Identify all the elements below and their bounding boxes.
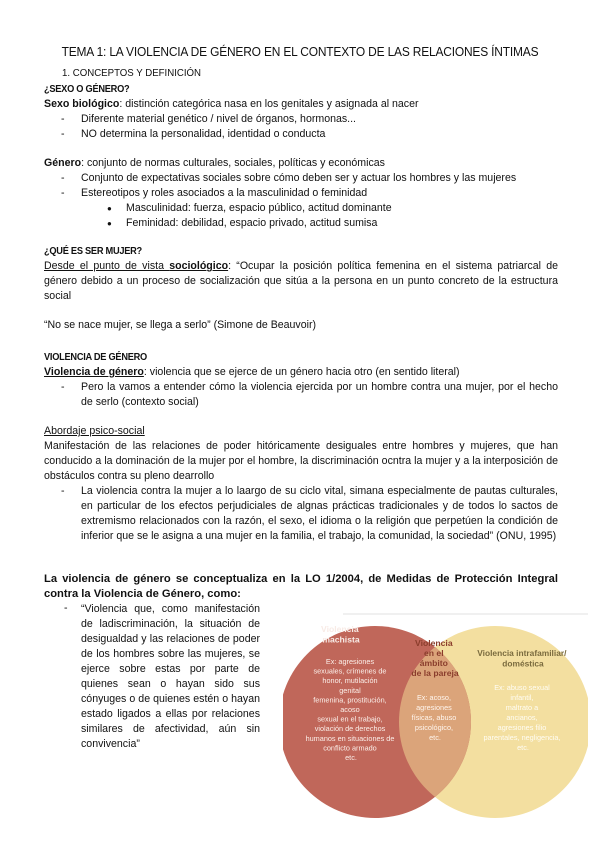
violencia-term: Violencia de género — [44, 366, 144, 378]
violencia-definition — [44, 365, 558, 380]
middle-title: Violencia en el ámbito de la pareja — [411, 638, 459, 678]
mujer-lead-text: : “Ocupar la posición política femenina en el sistema patriarcal de género debido a un proceso de socialización que sitúa a la persona en un punto concreto de la estructura social — [44, 260, 558, 302]
right-title: Violencia intrafamiliar/ doméstica — [477, 648, 567, 669]
list-item: - Pero la vamos a entender cómo la violencia ejercida por un hombre contra una mujer, por el hecho de serlo (contexto social) — [44, 380, 558, 410]
sexo-genero-section — [44, 82, 558, 231]
beauvoir-quote: “No se nace mujer, se llega a serlo” (Simone de Beauvoir) — [44, 319, 317, 331]
violencia-section — [44, 350, 558, 544]
sexo-biologico-line — [44, 97, 558, 112]
violencia-def: : violencia que se ejerce de un género hacia otro (en sentido literal) — [143, 366, 460, 378]
list-item: ● Feminidad: debilidad, espacio privado, actitud sumisa — [44, 216, 558, 231]
page-title: TEMA 1: LA VIOLENCIA DE GÉNERO EN EL CONTEXTO DE LAS RELACIONES ÍNTIMAS — [61, 44, 539, 59]
sexo-biologico-list — [44, 112, 558, 142]
sexo-heading: ¿SEXO O GÉNERO? — [44, 83, 130, 95]
genero-bullets — [44, 201, 558, 231]
mujer-heading: ¿QUÉ ES SER MUJER? — [44, 245, 142, 257]
genero-def: : conjunto de normas culturales, sociales, políticas y económicas — [81, 157, 385, 169]
middle-body: Ex: acoso, agresiones físicas, abuso psicológico, etc. — [411, 693, 457, 742]
violence-venn-diagram — [283, 610, 588, 835]
abordaje-text: Manifestación de las relaciones de poder hitóricamente desiguales entre hombres y mujeres, que han conducido a la dominación de la mujer por el hombre, la discriminación ocntra la mujer y a la interposición de obstáculos contra su pleno dearrollo — [44, 440, 558, 482]
list-item: ● Masculinidad: fuerza, espacio público, actitud dominante — [44, 201, 558, 216]
list-item: - Estereotipos y roles asociados a la masculinidad o feminidad — [44, 186, 558, 201]
section-heading: 1. CONCEPTOS Y DEFINICIÓN — [62, 67, 202, 79]
right-body: Ex: abuso sexual infantil, maltrato a ancianos, agresiones filio parentales, negligencia, etc. — [483, 683, 561, 752]
sexo-biologico-def: : distinción categórica nasa en los genitales y asignada al nacer — [119, 98, 419, 110]
list-item: - La violencia contra la mujer a lo laargo de su ciclo vital, simana especialmente de pautas culturales, en particular de los efectos perjudiciales de algnas prácticas tradicionales y de todos lo sactos de extremismo relacionados con la razón, el sexo, el idioma o la religión que perpetúen la condición de inferior que se le asigna a una mujer en la familia, el trabajo, la comunidad, la sociedad” (ONU, 1995) — [44, 484, 558, 544]
list-item: - Conjunto de expectativas sociales sobre cómo deben ser y actuar los hombres y las mujeres — [44, 171, 558, 186]
law-paragraph: La violencia de género se conceptualiza en la LO 1/2004, de Medidas de Protección Integral contra la Violencia de Género, como: — [44, 573, 558, 600]
genero-list — [44, 171, 558, 201]
ser-mujer-section — [44, 244, 558, 333]
left-body: Ex: agresiones sexuales, crímenes de honor, mutilación genital femenina, prostitución, acoso sexual en el trabajo, violación de derechos humanos en situaciones de conflicto armado etc. — [305, 657, 395, 762]
law-quote: “Violencia que, como manifestación de ladiscriminación, la situación de desigualdad y las relaciones de poder de los hombres sobre las mujeres, se ejerce sobre estas por parte de quienes sean o hayan sido sus cónyuges o de quienes estén o hayan estado ligados a ellas por relaciones similares de afectividad, aún sin convivencia” — [81, 603, 260, 750]
abordaje-label: Abordaje psico-social — [44, 425, 145, 437]
genero-line — [44, 156, 558, 171]
sexo-biologico-term: Sexo biológico — [44, 98, 120, 110]
quote-dash: - — [64, 602, 68, 614]
mujer-lead-bold: sociológico — [169, 260, 229, 272]
violencia-list — [44, 380, 558, 410]
abordaje-list — [44, 484, 558, 544]
genero-term: Género — [44, 157, 82, 169]
violencia-heading: VIOLENCIA DE GÉNERO — [44, 351, 147, 363]
list-item: - NO determina la personalidad, identidad o conducta — [44, 127, 558, 142]
left-title: Violencia machista — [321, 624, 360, 645]
list-item: - Diferente material genético / nivel de órganos, hormonas... — [44, 112, 558, 127]
mujer-lead: Desde el punto de vista — [44, 260, 170, 272]
mujer-definition — [44, 259, 558, 304]
